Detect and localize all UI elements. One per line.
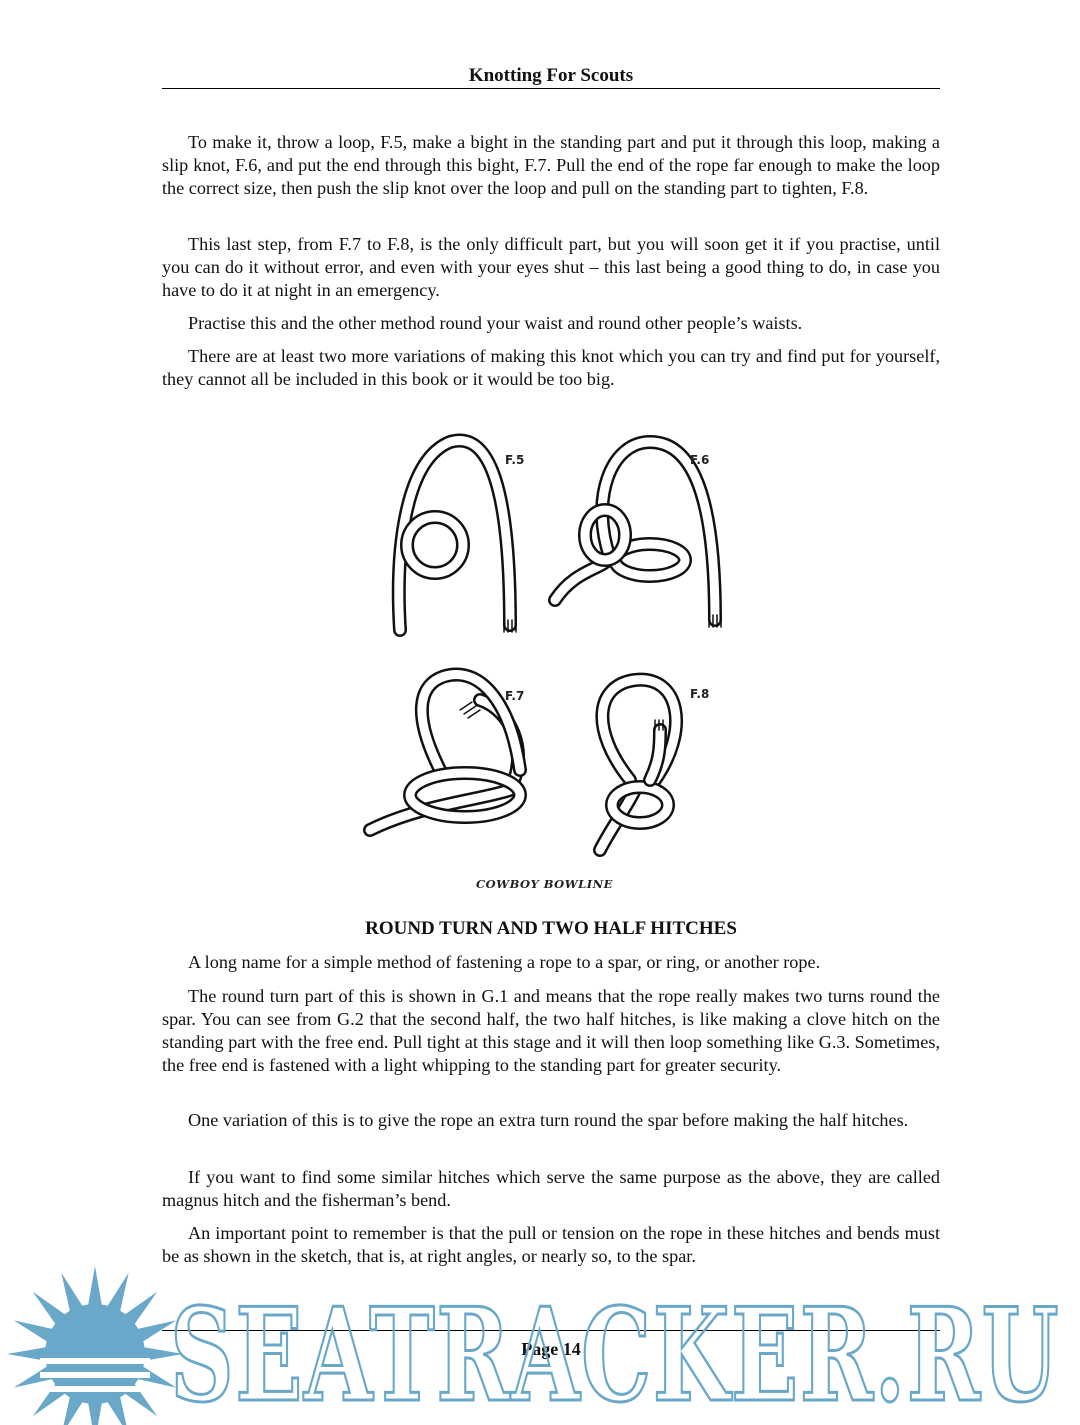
sun-logo-icon bbox=[7, 1266, 183, 1425]
page-number: Page 14 bbox=[521, 1339, 581, 1359]
section-paragraph-4: If you want to find some similar hitches which serve the same purpose as the above, they are called magnus hitch and the fisherman’s bend. bbox=[162, 1167, 940, 1210]
figure-label-f5: F.5 bbox=[505, 453, 525, 467]
figure-caption: COWBOY BOWLINE bbox=[476, 877, 613, 891]
paragraph-1: To make it, throw a loop, F.5, make a bight in the standing part and put it through this loop, making a slip knot, F.6, and put the end through this bight, F.7. Pull the end of the rope far enough to make the loop the correct size, then push the slip knot over the loop and pull on the standing part to tighten, F.8. bbox=[162, 132, 940, 198]
paragraph-3: Practise this and the other method round your waist and round other people’s waists. bbox=[188, 313, 803, 333]
section-paragraph-5: An important point to remember is that the pull or tension on the rope in these hitches and bends must be as shown in the sketch, that is, at right angles, or nearly so, to the spar. bbox=[162, 1223, 940, 1266]
section-heading: ROUND TURN AND TWO HALF HITCHES bbox=[365, 918, 737, 939]
watermark bbox=[0, 1262, 1080, 1425]
paragraph-4: There are at least two more variations of making this knot which you can try and find put for yourself, they cannot all be included in this book or it would be too big. bbox=[162, 346, 940, 389]
paragraph-2: This last step, from F.7 to F.8, is the only difficult part, but you will soon get it if you practise, until you can do it without error, and even with your eyes shut – this last being a good thing to do, in case you have to do it at night in an emergency. bbox=[162, 234, 940, 300]
knot-f8-drawing bbox=[600, 680, 676, 850]
figure-label-f8: F.8 bbox=[690, 687, 710, 701]
knot-f7-drawing bbox=[370, 674, 520, 830]
section-paragraph-2: The round turn part of this is shown in G.1 and means that the rope really makes two turns round the spar. You can see from G.2 that the second half, the two half hitches, is like making a clove hitch on the standing part with the free end. Pull tight at this stage and it will then loop something like G.3. Sometimes, the free end is fastened with a light whipping to the standing part for greater security. bbox=[162, 986, 940, 1075]
watermark-text: SEATRACKER.RU bbox=[170, 1281, 1060, 1425]
figure-label-f6: F.6 bbox=[690, 453, 710, 467]
knot-f6-drawing bbox=[555, 442, 721, 627]
section-paragraph-1: A long name for a simple method of fastening a rope to a spar, or ring, or another rope. bbox=[188, 952, 821, 972]
running-header: Knotting For Scouts bbox=[468, 65, 634, 86]
cowboy-bowline-illustration bbox=[360, 430, 740, 900]
knot-f5-drawing bbox=[399, 441, 516, 632]
header-rule bbox=[162, 88, 940, 89]
figure-label-f7: F.7 bbox=[505, 689, 525, 703]
section-paragraph-3: One variation of this is to give the rope an extra turn round the spar before making the half hitches. bbox=[188, 1110, 909, 1130]
